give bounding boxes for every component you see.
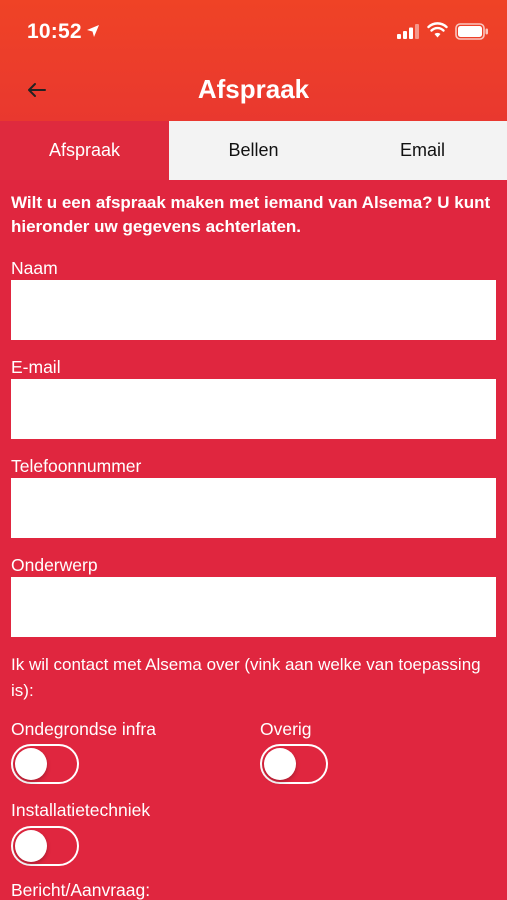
tab-afspraak[interactable]: Afspraak xyxy=(0,121,169,180)
name-label: Naam xyxy=(11,258,58,278)
subject-label: Onderwerp xyxy=(11,555,98,575)
toggle-infra[interactable] xyxy=(11,744,79,784)
toggle-label-installatie: Installatietechniek xyxy=(11,800,151,820)
page-title: Afspraak xyxy=(197,74,310,104)
tab-bar xyxy=(0,121,507,180)
battery-icon xyxy=(455,23,489,40)
toggle-knob xyxy=(264,748,296,780)
toggle-installatie[interactable] xyxy=(11,826,79,866)
email-label: E-mail xyxy=(11,357,61,377)
message-label: Bericht/Aanvraag: xyxy=(11,880,151,900)
status-time: 10:52 xyxy=(27,20,82,43)
cellular-signal-icon xyxy=(397,24,419,39)
status-bar xyxy=(0,0,507,62)
wifi-icon xyxy=(427,22,448,38)
toggle-knob xyxy=(15,830,47,862)
toggle-label-overig: Overig xyxy=(260,719,312,739)
tab-bellen[interactable]: Bellen xyxy=(228,140,279,160)
toggle-knob xyxy=(15,748,47,780)
contact-question: Ik wil contact met Alsema over (vink aan welke van toepassing is): xyxy=(11,655,481,700)
name-field[interactable] xyxy=(11,280,496,340)
location-arrow-icon xyxy=(86,24,100,38)
phone-label: Telefoonnummer xyxy=(11,456,142,476)
email-field[interactable] xyxy=(11,379,496,439)
navigation-bar xyxy=(0,62,507,121)
tab-email[interactable]: Email xyxy=(399,140,445,160)
subject-field[interactable] xyxy=(11,577,496,637)
toggle-label-infra: Ondegrondse infra xyxy=(11,719,156,739)
toggle-overig[interactable] xyxy=(260,744,328,784)
intro-text: Wilt u een afspraak maken met iemand van Alsema? U kunt hieronder uw gegevens achterlaten. xyxy=(11,193,491,236)
phone-field[interactable] xyxy=(11,478,496,538)
